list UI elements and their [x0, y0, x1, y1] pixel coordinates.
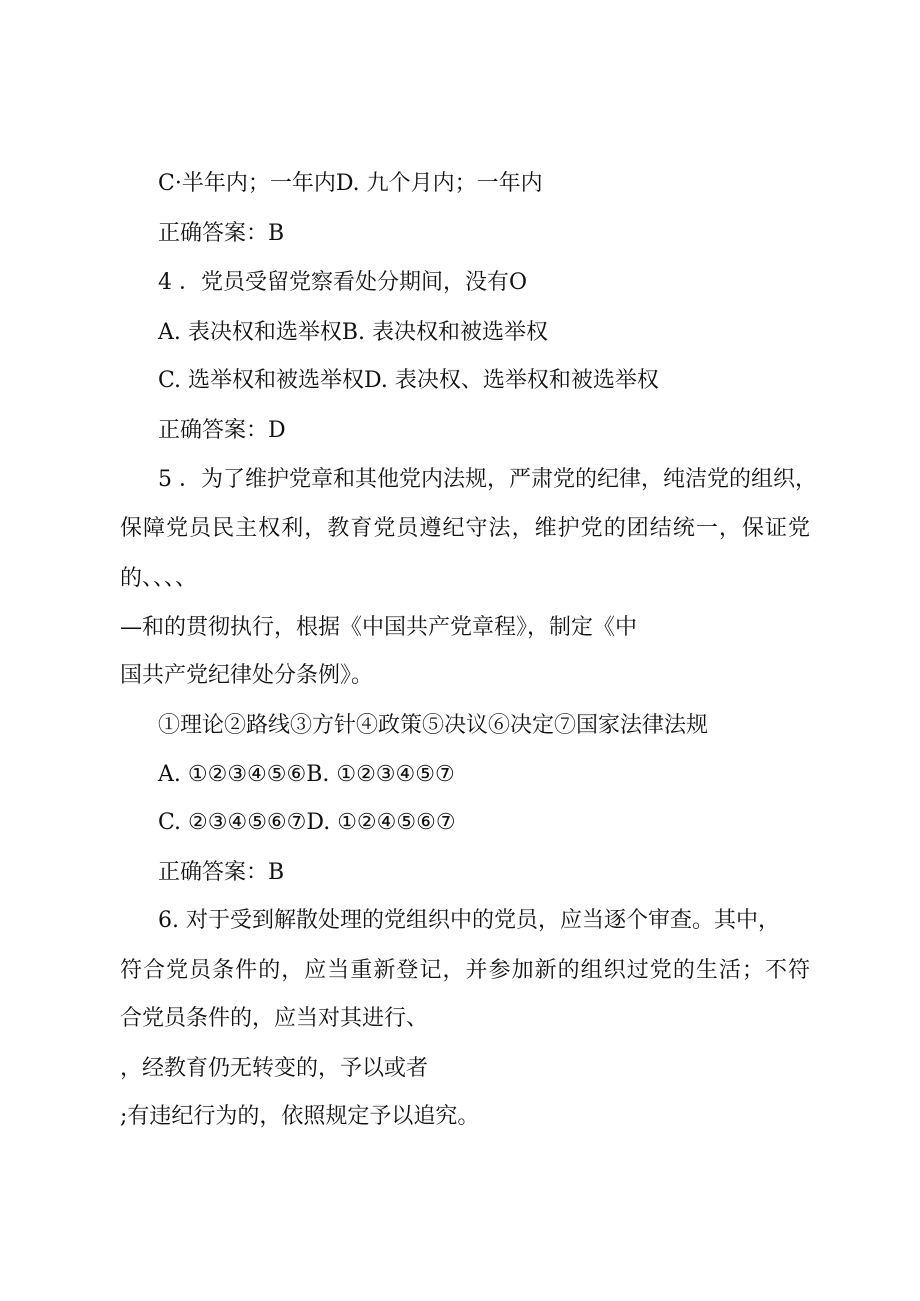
option-line-c-d: C·半年内；一年内D. 九个月内；一年内 [158, 171, 543, 196]
question-5-continued: 保障党员民主权利，教育党员遵纪守法，维护党的团结统一，保证党 [120, 516, 810, 541]
option-line-c-d: C. 选举权和被选举权D. 表决权、选举权和被选举权 [158, 368, 659, 393]
question-4: 4 ．党员受留党察看处分期间，没有O [158, 270, 528, 295]
answer-line: 正确答案：D [158, 418, 286, 443]
option-line-c-d: C. ②③④⑤⑥⑦D. ①②④⑤⑥⑦ [158, 810, 456, 835]
answer-line: 正确答案：B [158, 860, 285, 885]
option-line-a-b: A. 表决权和选举权B. 表决权和被选举权 [158, 320, 549, 345]
question-5-continued: 的、、、、 [120, 566, 198, 591]
question-5-continued: 国共产党纪律处分条例》。 [120, 663, 374, 688]
question-6-continued: 合党员条件的，应当对其进行、 [120, 1006, 429, 1031]
question-6-continued: ，经教育仍无转变的，予以或者 [120, 1056, 429, 1081]
item-list: ①理论②路线③方针④政策⑤决议⑥决定⑦国家法律法规 [158, 713, 709, 738]
answer-line: 正确答案：B [158, 221, 285, 246]
question-6-continued: ;有违纪行为的，依照规定予以追究。 [120, 1104, 480, 1129]
question-6-continued: 符合党员条件的，应当重新登记，并参加新的组织过党的生活；不符 [120, 958, 810, 983]
question-5: 5 ．为了维护党章和其他党内法规，严肃党的纪律，纯洁党的组织， [158, 467, 817, 492]
question-6: 6. 对于受到解散处理的党组织中的党员，应当逐个审查。其中， [158, 908, 780, 933]
question-5-continued: —和的贯彻执行，根据《中国共产党章程》，制定《中 [120, 615, 638, 640]
option-line-a-b: A. ①②③④⑤⑥B. ①②③④⑤⑦ [158, 762, 455, 787]
